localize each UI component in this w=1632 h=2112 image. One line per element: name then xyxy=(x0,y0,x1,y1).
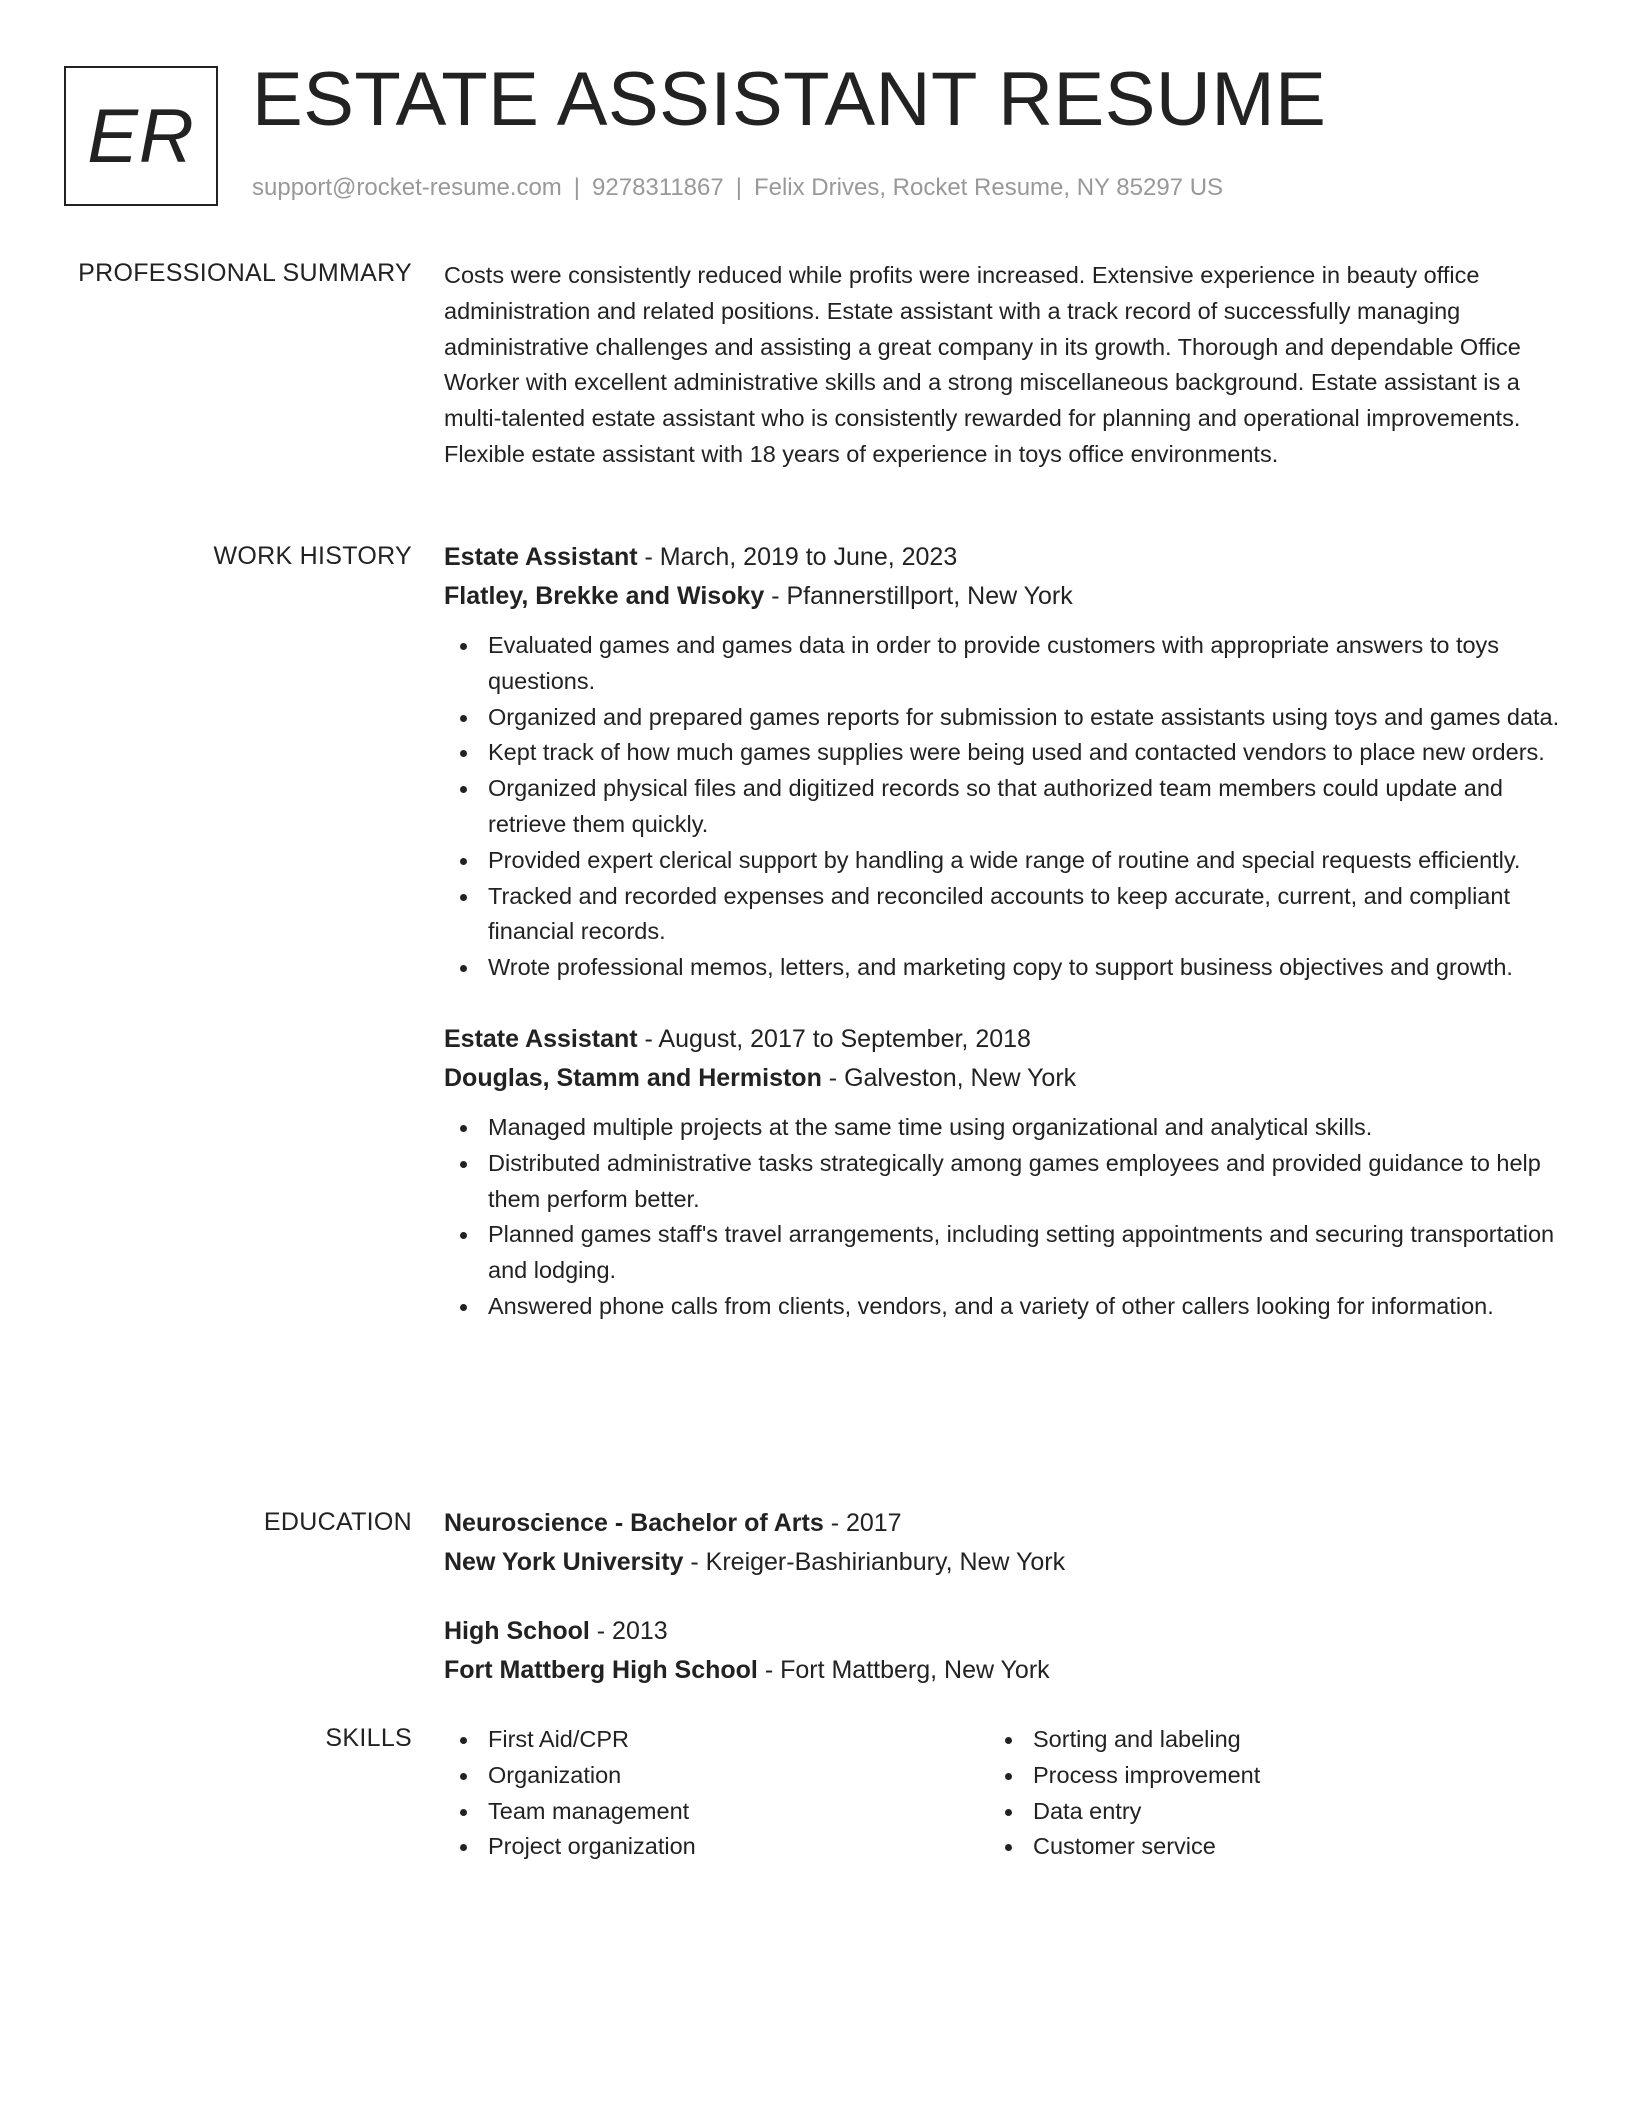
list-item: Planned games staff's travel arrangements, including setting appointments and securing transportation and lodging. xyxy=(444,1217,1560,1289)
degree: High School xyxy=(444,1617,590,1645)
skills-body xyxy=(444,1722,1560,1865)
bullet-icon xyxy=(460,750,467,757)
contact-separator: | xyxy=(735,174,742,201)
list-item: Wrote professional memos, letters, and marketing copy to support business objectives and growth. xyxy=(444,950,1560,986)
list-item: Provided expert clerical support by handling a wide range of routine and special requests efficiently. xyxy=(444,843,1560,879)
skills-column-right xyxy=(989,1722,1534,1865)
skills-list xyxy=(444,1722,989,1865)
job-entry xyxy=(444,1020,1560,1325)
section-label-skills: SKILLS xyxy=(325,1724,412,1752)
bullet-icon xyxy=(460,1304,467,1311)
list-item: Process improvement xyxy=(989,1758,1534,1794)
skills-columns xyxy=(444,1722,1560,1865)
degree-year: - 2013 xyxy=(589,1617,668,1645)
school-line xyxy=(444,1651,1560,1690)
summary-text: Costs were consistently reduced while profits were increased. Extensive experience in beauty office administration and related positions. Estate assistant with a track record of successfully managing administrative challenges and assisting a great company in its growth. Thorough and dependable Office Worker with excellent administrative skills and a strong miscellaneous background. Estate assistant is a multi-talented estate assistant who is consistently rewarded for planning and operational improvements. Flexible estate assistant with 18 years of experience in toys office environments. xyxy=(444,262,1521,467)
job-dates: - August, 2017 to September, 2018 xyxy=(637,1024,1031,1053)
school: Fort Mattberg High School xyxy=(444,1656,758,1684)
bullet-icon xyxy=(1005,1809,1012,1816)
job-company: Flatley, Brekke and Wisoky xyxy=(444,582,765,610)
bullet-icon xyxy=(1005,1844,1012,1851)
list-item: Data entry xyxy=(989,1794,1534,1830)
work-history-body xyxy=(444,538,1560,1359)
contact-line xyxy=(252,174,1223,202)
list-item: Team management xyxy=(444,1794,989,1830)
bullet-icon xyxy=(460,894,467,901)
list-item: Organization xyxy=(444,1758,989,1794)
bullet-icon xyxy=(460,1844,467,1851)
job-title-line xyxy=(444,538,1560,577)
list-item: Project organization xyxy=(444,1829,989,1865)
bullet-icon xyxy=(460,1773,467,1780)
bullet-icon xyxy=(1005,1737,1012,1744)
resume-title: ESTATE ASSISTANT RESUME xyxy=(252,57,1327,142)
contact-separator: | xyxy=(573,174,581,201)
school-line xyxy=(444,1543,1560,1582)
education-entry xyxy=(444,1612,1560,1690)
bullet-icon xyxy=(460,1161,467,1168)
monogram-logo xyxy=(64,66,218,206)
list-item: Organized and prepared games reports for submission to estate assistants using toys and games data. xyxy=(444,700,1560,736)
bullet-icon xyxy=(460,858,467,865)
job-location: - Pfannerstillport, New York xyxy=(764,582,1073,610)
bullet-icon xyxy=(460,1232,467,1239)
list-item: Tracked and recorded expenses and reconciled accounts to keep accurate, current, and compliant financial records. xyxy=(444,879,1560,951)
bullet-icon xyxy=(460,1737,467,1744)
list-item: Organized physical files and digitized records so that authorized team members could update and retrieve them quickly. xyxy=(444,771,1560,843)
list-item: Distributed administrative tasks strategically among games employees and provided guidance to help them perform better. xyxy=(444,1146,1560,1218)
bullet-icon xyxy=(460,786,467,793)
list-item: Sorting and labeling xyxy=(989,1722,1534,1758)
bullet-icon xyxy=(460,715,467,722)
section-label-summary: PROFESSIONAL SUMMARY xyxy=(78,259,412,287)
education-entry xyxy=(444,1504,1560,1582)
bullet-icon xyxy=(460,1125,467,1132)
list-item: Customer service xyxy=(989,1829,1534,1865)
contact-phone: 9278311867 xyxy=(592,174,724,201)
contact-address: Felix Drives, Rocket Resume, NY 85297 US xyxy=(753,174,1224,201)
skills-list xyxy=(989,1722,1534,1865)
contact-email: support@rocket-resume.com xyxy=(252,174,562,201)
list-item: Evaluated games and games data in order to provide customers with appropriate answers to toys questions. xyxy=(444,628,1560,700)
education-body xyxy=(444,1504,1560,1720)
section-label-education: EDUCATION xyxy=(263,1508,412,1536)
degree-year: - 2017 xyxy=(823,1509,902,1537)
initials: ER xyxy=(87,93,195,179)
list-item: Kept track of how much games supplies were being used and contacted vendors to place new orders. xyxy=(444,735,1560,771)
degree-line xyxy=(444,1504,1560,1543)
job-company: Douglas, Stamm and Hermiston xyxy=(444,1063,822,1092)
job-company-line xyxy=(444,577,1560,616)
job-location: - Galveston, New York xyxy=(821,1063,1077,1092)
degree: Neuroscience - Bachelor of Arts xyxy=(444,1509,824,1537)
list-item: First Aid/CPR xyxy=(444,1722,989,1758)
job-title: Estate Assistant xyxy=(444,1024,638,1053)
school-location: - Kreiger-Bashirianbury, New York xyxy=(683,1548,1066,1576)
school: New York University xyxy=(444,1548,684,1576)
degree-line xyxy=(444,1612,1560,1651)
job-bullets xyxy=(444,628,1560,986)
list-item: Managed multiple projects at the same time using organizational and analytical skills. xyxy=(444,1110,1560,1146)
job-title-line xyxy=(444,1020,1560,1059)
job-title: Estate Assistant xyxy=(444,543,638,571)
bullet-icon xyxy=(460,643,467,650)
job-entry xyxy=(444,538,1560,986)
job-company-line xyxy=(444,1059,1560,1098)
job-dates: - March, 2019 to June, 2023 xyxy=(637,543,958,571)
job-bullets xyxy=(444,1110,1560,1325)
bullet-icon xyxy=(460,1809,467,1816)
list-item: Answered phone calls from clients, vendors, and a variety of other callers looking for information. xyxy=(444,1289,1560,1325)
summary-body xyxy=(444,258,1560,473)
bullet-icon xyxy=(460,965,467,972)
school-location: - Fort Mattberg, New York xyxy=(757,1656,1050,1684)
skills-column-left xyxy=(444,1722,989,1865)
bullet-icon xyxy=(1005,1773,1012,1780)
section-label-work: WORK HISTORY xyxy=(213,542,412,570)
